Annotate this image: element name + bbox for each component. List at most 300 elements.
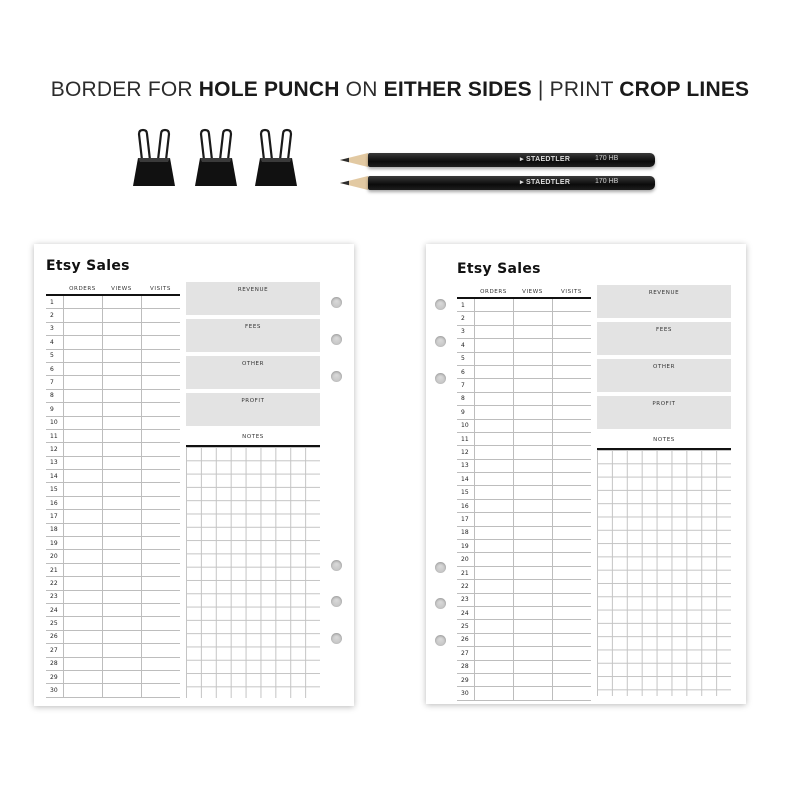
log-cell [552,312,591,325]
log-cell [63,295,102,309]
log-cell [513,486,552,499]
table-row [46,577,180,590]
log-cell [102,563,141,576]
log-cell [102,322,141,335]
log-cell [102,456,141,469]
log-cell [141,416,180,429]
log-cell [102,416,141,429]
log-cell [474,432,513,445]
row-number: 9 [457,406,474,419]
log-cell [552,432,591,445]
log-cell [63,349,102,362]
hole-punch-mark [435,598,446,609]
table-row [457,432,591,445]
hole-punch-mark [331,334,342,345]
row-number: 2 [46,309,63,322]
log-cell [102,349,141,362]
log-cell [102,684,141,697]
log-cell [141,617,180,630]
hole-punch-mark [331,371,342,382]
log-cell [513,606,552,619]
row-number: 17 [46,510,63,523]
log-cell [102,630,141,643]
pencil-brand: ▸ STAEDTLER [520,156,571,163]
log-cell [474,406,513,419]
box-label: PROFIT [652,401,676,407]
log-cell [474,526,513,539]
table-row [46,456,180,469]
column-header-views: VIEWS [513,287,552,298]
log-cell [474,379,513,392]
log-cell [552,352,591,365]
row-number: 30 [46,684,63,697]
hole-punch-mark [435,373,446,384]
notes-label: NOTES [242,434,264,440]
log-cell [63,630,102,643]
table-row [46,295,180,309]
table-row [457,620,591,633]
table-row [46,657,180,670]
notes-label: NOTES [653,437,675,443]
row-number: 15 [46,483,63,496]
log-cell [513,406,552,419]
log-cell [141,362,180,375]
row-number: 5 [46,349,63,362]
log-cell [552,620,591,633]
log-cell [141,483,180,496]
log-cell [552,325,591,338]
pencil-grade: 170 HB [595,178,619,185]
log-cell [552,566,591,579]
fees-box [597,322,731,355]
log-cell [513,566,552,579]
row-number: 17 [457,513,474,526]
table-row [457,312,591,325]
table-row [46,510,180,523]
log-cell [513,673,552,686]
table-row [46,389,180,402]
log-cell [63,563,102,576]
row-number: 13 [457,459,474,472]
table-row [46,496,180,509]
row-number: 25 [46,617,63,630]
log-cell [474,606,513,619]
log-cell [474,365,513,378]
other-box [597,359,731,392]
log-cell [102,496,141,509]
column-header-orders: ORDERS [474,287,513,298]
log-cell [141,563,180,576]
table-row [457,459,591,472]
log-cell [63,670,102,683]
log-cell [474,633,513,646]
log-cell [102,657,141,670]
log-cell [474,540,513,553]
box-label: OTHER [652,364,676,370]
table-row [457,473,591,486]
table-row [457,392,591,405]
row-number-header [46,284,63,295]
table-row [457,339,591,352]
log-cell [513,553,552,566]
table-row [46,429,180,442]
log-cell [141,550,180,563]
row-number: 14 [46,470,63,483]
log-cell [141,389,180,402]
headline-part-2: HOLE PUNCH [198,78,340,101]
table-row [46,470,180,483]
headline-part-4: EITHER SIDES [383,78,532,101]
table-row [46,403,180,416]
page-title: Etsy Sales [46,258,130,274]
log-cell [63,577,102,590]
log-cell [63,603,102,616]
table-row [46,590,180,603]
table-row [46,537,180,550]
log-cell [102,376,141,389]
log-cell [513,365,552,378]
log-cell [552,633,591,646]
log-cell [513,580,552,593]
pencil-icon [340,153,655,167]
headline-part-5: | PRINT [531,78,620,101]
row-number: 15 [457,486,474,499]
row-number: 6 [457,365,474,378]
box-label: PROFIT [241,398,265,404]
row-number: 4 [46,336,63,349]
log-cell [474,486,513,499]
row-number: 7 [457,379,474,392]
binder-clip-icon [192,128,240,188]
log-cell [141,523,180,536]
log-cell [513,633,552,646]
log-cell [552,446,591,459]
log-cell [102,470,141,483]
log-cell [63,376,102,389]
log-cell [63,362,102,375]
page-title: Etsy Sales [457,261,541,277]
row-number: 19 [457,540,474,553]
log-cell [102,443,141,456]
table-row [46,684,180,697]
log-cell [63,336,102,349]
log-cell [513,392,552,405]
log-cell [474,660,513,673]
log-cell [63,429,102,442]
table-row [457,325,591,338]
notes-grid [186,445,320,698]
table-row [457,352,591,365]
table-row [46,309,180,322]
sales-log-table [46,284,180,698]
row-number: 12 [46,443,63,456]
log-cell [552,526,591,539]
table-row [46,443,180,456]
log-cell [513,660,552,673]
box-label: REVENUE [648,290,680,296]
box-label: REVENUE [237,287,269,293]
log-cell [474,339,513,352]
row-number: 25 [457,620,474,633]
row-number: 16 [457,499,474,512]
log-cell [63,590,102,603]
table-row [457,486,591,499]
log-cell [513,419,552,432]
log-cell [552,459,591,472]
row-number: 10 [457,419,474,432]
row-number: 10 [46,416,63,429]
planner-page-right [426,244,746,704]
headline-part-1: BORDER FOR [50,78,199,101]
table-row [46,362,180,375]
log-cell [102,603,141,616]
log-cell [141,336,180,349]
log-cell [513,352,552,365]
log-cell [474,446,513,459]
row-number: 26 [457,633,474,646]
row-number: 18 [46,523,63,536]
row-number: 28 [457,660,474,673]
log-cell [552,365,591,378]
profit-box [186,393,320,426]
table-row [457,298,591,312]
log-cell [102,309,141,322]
log-cell [552,339,591,352]
binder-clip-icon [252,128,300,188]
hole-punch-mark [331,297,342,308]
pencil-icon [340,176,655,190]
log-cell [474,459,513,472]
table-row [457,379,591,392]
headline [0,78,800,102]
column-header-visits: VISITS [552,287,591,298]
row-number: 12 [457,446,474,459]
log-cell [474,513,513,526]
log-cell [552,647,591,660]
log-cell [102,577,141,590]
log-cell [552,419,591,432]
log-cell [552,687,591,700]
hole-punch-mark [331,560,342,571]
log-cell [63,617,102,630]
log-cell [63,537,102,550]
log-cell [552,553,591,566]
pencil-brand: ▸ STAEDTLER [520,179,571,186]
table-row [46,550,180,563]
log-cell [513,526,552,539]
other-box [186,356,320,389]
row-number: 6 [46,362,63,375]
row-number: 23 [457,593,474,606]
log-cell [63,389,102,402]
planner-page-left [34,244,354,706]
log-cell [141,496,180,509]
log-cell [141,590,180,603]
box-label: OTHER [241,361,265,367]
log-cell [102,510,141,523]
log-cell [141,537,180,550]
row-number: 8 [46,389,63,402]
log-cell [63,403,102,416]
log-cell [474,673,513,686]
log-cell [141,322,180,335]
log-cell [513,432,552,445]
table-row [46,670,180,683]
row-number: 27 [457,647,474,660]
row-number: 18 [457,526,474,539]
table-row [457,419,591,432]
box-label: FEES [244,324,261,330]
log-cell [474,325,513,338]
log-cell [141,376,180,389]
log-cell [513,593,552,606]
row-number: 30 [457,687,474,700]
notes-grid [597,448,731,696]
log-cell [102,429,141,442]
table-row [46,376,180,389]
log-cell [474,298,513,312]
log-cell [141,429,180,442]
hole-punch-mark [435,336,446,347]
table-row [46,349,180,362]
log-cell [552,473,591,486]
table-row [46,416,180,429]
log-cell [513,687,552,700]
log-cell [102,389,141,402]
row-number: 3 [46,322,63,335]
log-cell [552,540,591,553]
table-row [457,687,591,700]
profit-box [597,396,731,429]
row-number: 21 [457,566,474,579]
table-row [457,499,591,512]
log-cell [474,352,513,365]
hole-punch-mark [435,635,446,646]
log-cell [513,379,552,392]
log-cell [102,550,141,563]
log-cell [141,403,180,416]
table-row [46,644,180,657]
log-cell [63,684,102,697]
log-cell [141,443,180,456]
log-cell [63,309,102,322]
table-row [46,617,180,630]
table-row [457,673,591,686]
log-cell [474,312,513,325]
log-cell [63,483,102,496]
hole-punch-mark [331,633,342,644]
table-row [46,483,180,496]
log-cell [552,392,591,405]
row-number: 8 [457,392,474,405]
hole-punch-mark [331,596,342,607]
table-row [46,630,180,643]
log-cell [474,499,513,512]
sales-log-table [457,287,591,701]
row-number: 9 [46,403,63,416]
log-cell [552,513,591,526]
row-number: 3 [457,325,474,338]
log-cell [474,647,513,660]
log-cell [474,593,513,606]
row-number: 11 [46,429,63,442]
log-cell [552,673,591,686]
row-number: 11 [457,432,474,445]
log-cell [63,496,102,509]
revenue-box [597,285,731,318]
table-row [457,406,591,419]
table-row [457,526,591,539]
log-cell [474,419,513,432]
headline-part-3: ON [339,78,384,101]
table-row [457,660,591,673]
log-cell [141,295,180,309]
row-number: 24 [457,606,474,619]
log-cell [552,298,591,312]
log-cell [513,647,552,660]
row-number: 1 [46,295,63,309]
hole-punch-mark [435,562,446,573]
log-cell [63,443,102,456]
row-number: 27 [46,644,63,657]
log-cell [141,630,180,643]
table-row [46,563,180,576]
log-cell [102,644,141,657]
row-number: 20 [46,550,63,563]
table-row [457,593,591,606]
headline-part-6: CROP LINES [619,78,750,101]
log-cell [63,510,102,523]
log-cell [102,336,141,349]
table-row [457,647,591,660]
log-cell [141,644,180,657]
revenue-box [186,282,320,315]
log-cell [513,459,552,472]
log-cell [513,513,552,526]
log-cell [102,483,141,496]
log-cell [474,620,513,633]
log-cell [513,312,552,325]
log-cell [63,644,102,657]
log-cell [552,486,591,499]
row-number: 28 [46,657,63,670]
log-cell [513,298,552,312]
row-number: 1 [457,298,474,312]
log-cell [141,684,180,697]
table-row [46,523,180,536]
log-cell [552,499,591,512]
log-cell [141,657,180,670]
row-number: 22 [46,577,63,590]
log-cell [102,295,141,309]
table-row [46,322,180,335]
log-cell [552,406,591,419]
table-row [457,633,591,646]
log-cell [474,687,513,700]
table-row [46,603,180,616]
log-cell [474,473,513,486]
log-cell [141,349,180,362]
log-cell [141,577,180,590]
fees-box [186,319,320,352]
row-number: 29 [457,673,474,686]
log-cell [102,403,141,416]
log-cell [63,657,102,670]
row-number: 16 [46,496,63,509]
log-cell [102,537,141,550]
log-cell [513,446,552,459]
log-cell [102,362,141,375]
